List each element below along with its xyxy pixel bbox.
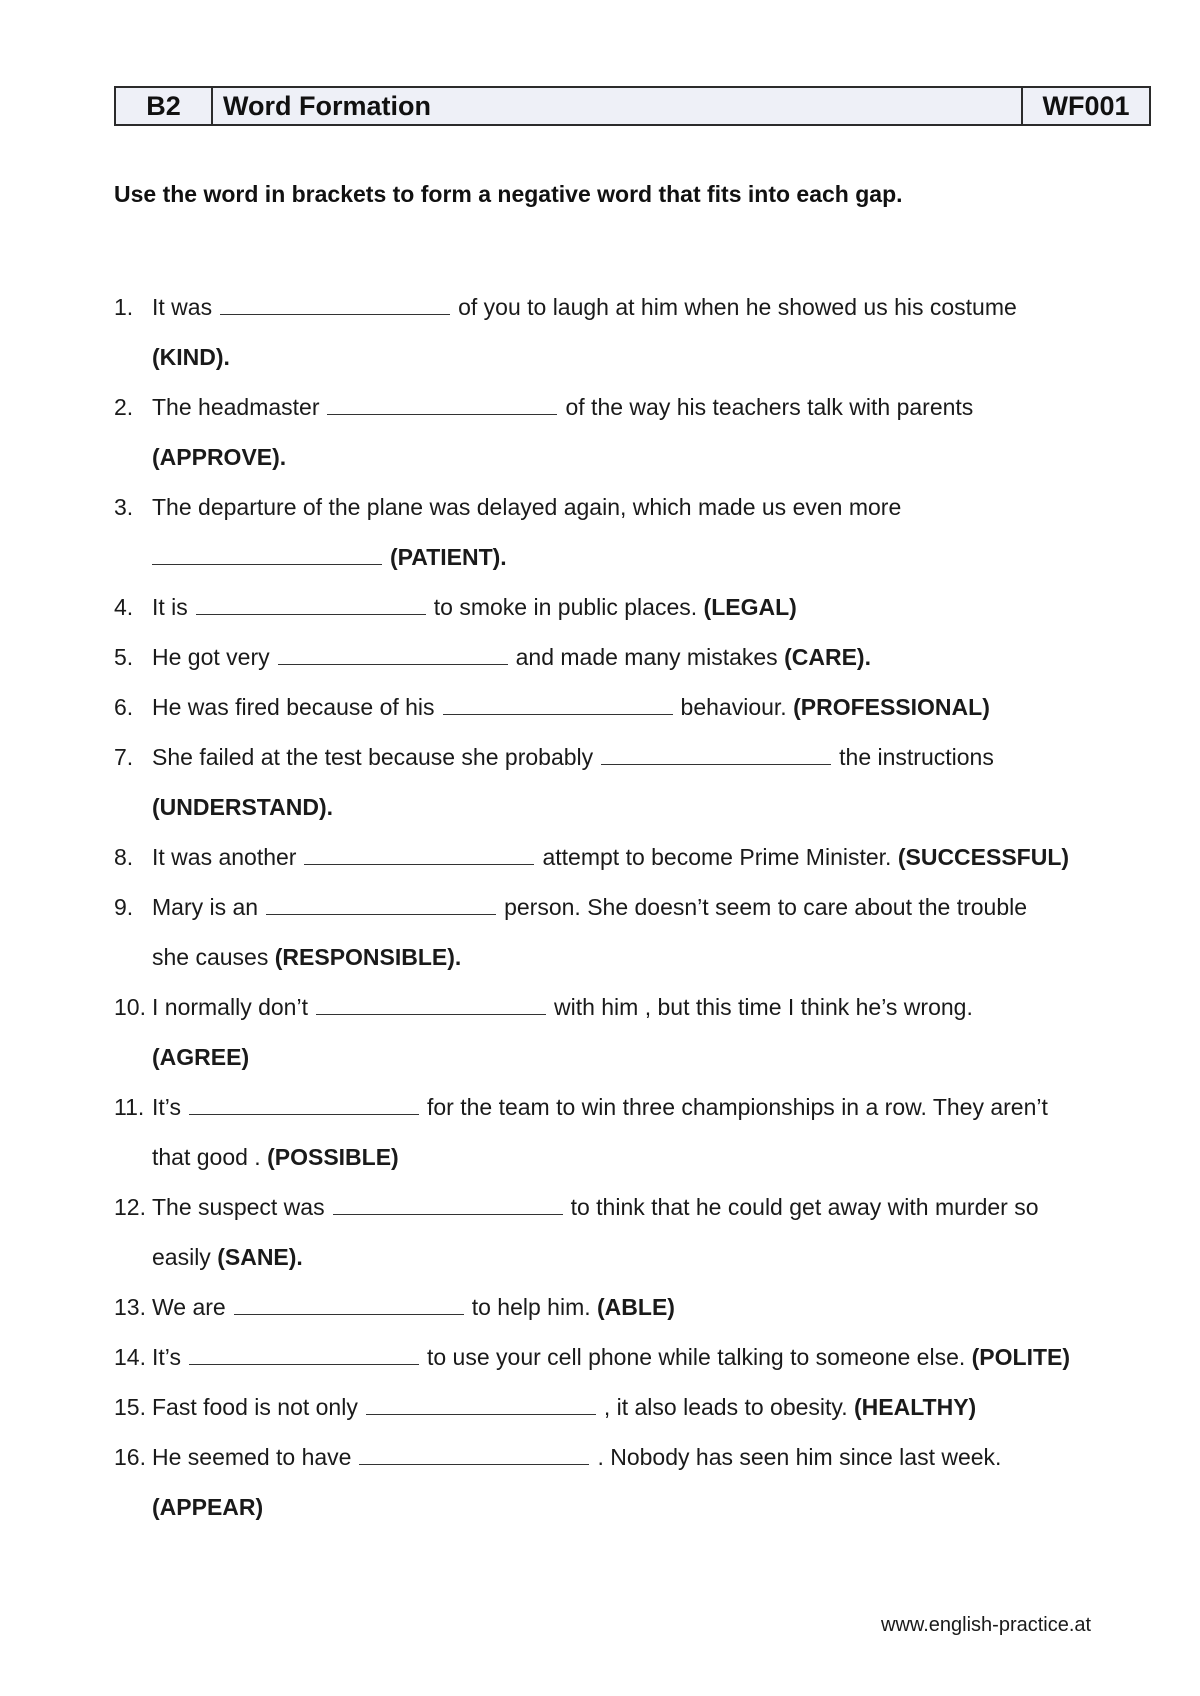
exercise-number: 9. xyxy=(114,894,134,920)
exercise-number: 7. xyxy=(114,744,134,770)
keyword: (PATIENT). xyxy=(390,544,507,570)
keyword: (UNDERSTAND). xyxy=(152,794,334,820)
exercise-number: 10. xyxy=(114,994,146,1020)
exercise-text: He got very xyxy=(152,644,270,670)
exercise-text: Fast food is not only xyxy=(152,1394,358,1420)
keyword: (SUCCESSFUL) xyxy=(897,844,1070,870)
exercise-text: He was fired because of his xyxy=(152,694,435,720)
exercise-text: to help him. xyxy=(471,1294,591,1320)
exercise-text: , it also leads to obesity. xyxy=(603,1394,848,1420)
exercise-15 xyxy=(114,1382,1164,1432)
exercise-16 xyxy=(114,1432,1164,1482)
footer-url[interactable]: www.english-practice.at xyxy=(881,1614,1092,1636)
answer-gap[interactable] xyxy=(304,844,534,865)
keyword: (APPEAR) xyxy=(152,1494,264,1520)
exercise-text: to use your cell phone while talking to someone else. xyxy=(426,1344,966,1370)
exercise-1-continued xyxy=(114,332,1164,382)
exercise-10-continued xyxy=(114,1032,1164,1082)
exercise-text: and made many mistakes xyxy=(515,644,778,670)
keyword: (PROFESSIONAL) xyxy=(793,694,990,720)
answer-gap[interactable] xyxy=(601,744,831,765)
exercise-text: attempt to become Prime Minister. xyxy=(542,844,892,870)
keyword: (HEALTHY) xyxy=(854,1394,977,1420)
exercise-3 xyxy=(114,482,1164,532)
exercise-text: of you to laugh at him when he showed us his costume xyxy=(458,294,1017,320)
exercise-text: behaviour. xyxy=(680,694,787,720)
exercise-text: The headmaster xyxy=(152,394,320,420)
exercise-6 xyxy=(114,682,1164,732)
worksheet-title: Word Formation xyxy=(213,88,1023,124)
answer-gap[interactable] xyxy=(359,1444,589,1465)
exercise-10 xyxy=(114,982,1164,1032)
keyword: (LEGAL) xyxy=(703,594,797,620)
exercise-text: to smoke in public places. xyxy=(433,594,698,620)
exercise-14 xyxy=(114,1332,1164,1382)
exercise-13 xyxy=(114,1282,1164,1332)
exercise-text: It was xyxy=(152,294,213,320)
header-table xyxy=(114,86,1151,126)
exercise-number: 4. xyxy=(114,594,134,620)
exercise-number: 12. xyxy=(114,1194,146,1220)
exercise-text: She failed at the test because she probably xyxy=(152,744,594,770)
exercise-5 xyxy=(114,632,1164,682)
level-cell: B2 xyxy=(116,88,213,124)
answer-gap[interactable] xyxy=(327,394,557,415)
keyword: (AGREE) xyxy=(152,1044,250,1070)
exercise-text: We are xyxy=(152,1294,226,1320)
exercise-text: It is xyxy=(152,594,188,620)
exercise-text: He seemed to have xyxy=(152,1444,352,1470)
exercise-number: 6. xyxy=(114,694,134,720)
exercise-text: the instructions xyxy=(839,744,994,770)
keyword: (RESPONSIBLE). xyxy=(274,944,462,970)
exercise-12 xyxy=(114,1182,1164,1232)
exercise-7-continued xyxy=(114,782,1164,832)
keyword: (SANE). xyxy=(217,1244,303,1270)
keyword: (APPROVE). xyxy=(152,444,287,470)
answer-gap[interactable] xyxy=(189,1344,419,1365)
answer-gap[interactable] xyxy=(333,1194,563,1215)
exercise-text: with him , but this time I think he’s wrong. xyxy=(553,994,973,1020)
exercise-number: 15. xyxy=(114,1394,146,1420)
exercise-number: 3. xyxy=(114,494,134,520)
answer-gap[interactable] xyxy=(189,1094,419,1115)
exercise-number: 2. xyxy=(114,394,134,420)
answer-gap[interactable] xyxy=(278,644,508,665)
exercise-number: 14. xyxy=(114,1344,146,1370)
exercise-text: Mary is an xyxy=(152,894,259,920)
exercise-text: to think that he could get away with murder so xyxy=(570,1194,1039,1220)
exercise-8 xyxy=(114,832,1164,882)
answer-gap[interactable] xyxy=(196,594,426,615)
worksheet-code: WF001 xyxy=(1042,90,1130,121)
exercise-list xyxy=(114,282,1164,1532)
exercise-2-continued xyxy=(114,432,1164,482)
exercise-2 xyxy=(114,382,1164,432)
exercise-number: 1. xyxy=(114,294,134,320)
answer-gap[interactable] xyxy=(266,894,496,915)
answer-gap[interactable] xyxy=(234,1294,464,1315)
exercise-text: The departure of the plane was delayed again, which made us even more xyxy=(152,494,902,520)
exercise-12-continued xyxy=(114,1232,1164,1282)
exercise-11 xyxy=(114,1082,1164,1132)
exercise-4 xyxy=(114,582,1164,632)
exercise-text: It’s xyxy=(152,1094,181,1120)
exercise-11-continued xyxy=(114,1132,1164,1182)
exercise-number: 16. xyxy=(114,1444,146,1470)
exercise-text: easily xyxy=(152,1244,211,1270)
answer-gap[interactable] xyxy=(366,1394,596,1415)
exercise-text: person. She doesn’t seem to care about the trouble xyxy=(504,894,1028,920)
instructions: Use the word in brackets to form a negative word that fits into each gap. xyxy=(114,181,903,207)
keyword: (KIND). xyxy=(152,344,230,370)
exercise-text: The suspect was xyxy=(152,1194,325,1220)
answer-gap[interactable] xyxy=(152,544,382,565)
exercise-text: I normally don’t xyxy=(152,994,308,1020)
exercise-text: that good . xyxy=(152,1144,261,1170)
exercise-text: of the way his teachers talk with parents xyxy=(565,394,974,420)
exercise-1 xyxy=(114,282,1164,332)
exercise-text: she causes xyxy=(152,944,269,970)
exercise-number: 13. xyxy=(114,1294,146,1320)
exercise-text: It was another xyxy=(152,844,297,870)
exercise-9 xyxy=(114,882,1164,932)
exercise-text: . Nobody has seen him since last week. xyxy=(597,1444,1002,1470)
exercise-number: 8. xyxy=(114,844,134,870)
exercise-3-continued xyxy=(114,532,1164,582)
exercise-9-continued xyxy=(114,932,1164,982)
answer-gap[interactable] xyxy=(220,294,450,315)
keyword: (ABLE) xyxy=(597,1294,675,1320)
keyword: (POSSIBLE) xyxy=(267,1144,399,1170)
exercise-number: 11. xyxy=(114,1094,145,1120)
exercise-text: It’s xyxy=(152,1344,181,1370)
exercise-16-continued xyxy=(114,1482,1164,1532)
keyword: (POLITE) xyxy=(971,1344,1071,1370)
answer-gap[interactable] xyxy=(443,694,673,715)
keyword: (CARE). xyxy=(784,644,871,670)
answer-gap[interactable] xyxy=(316,994,546,1015)
exercise-text: for the team to win three championships in a row. They aren’t xyxy=(426,1094,1048,1120)
exercise-number: 5. xyxy=(114,644,134,670)
exercise-7 xyxy=(114,732,1164,782)
